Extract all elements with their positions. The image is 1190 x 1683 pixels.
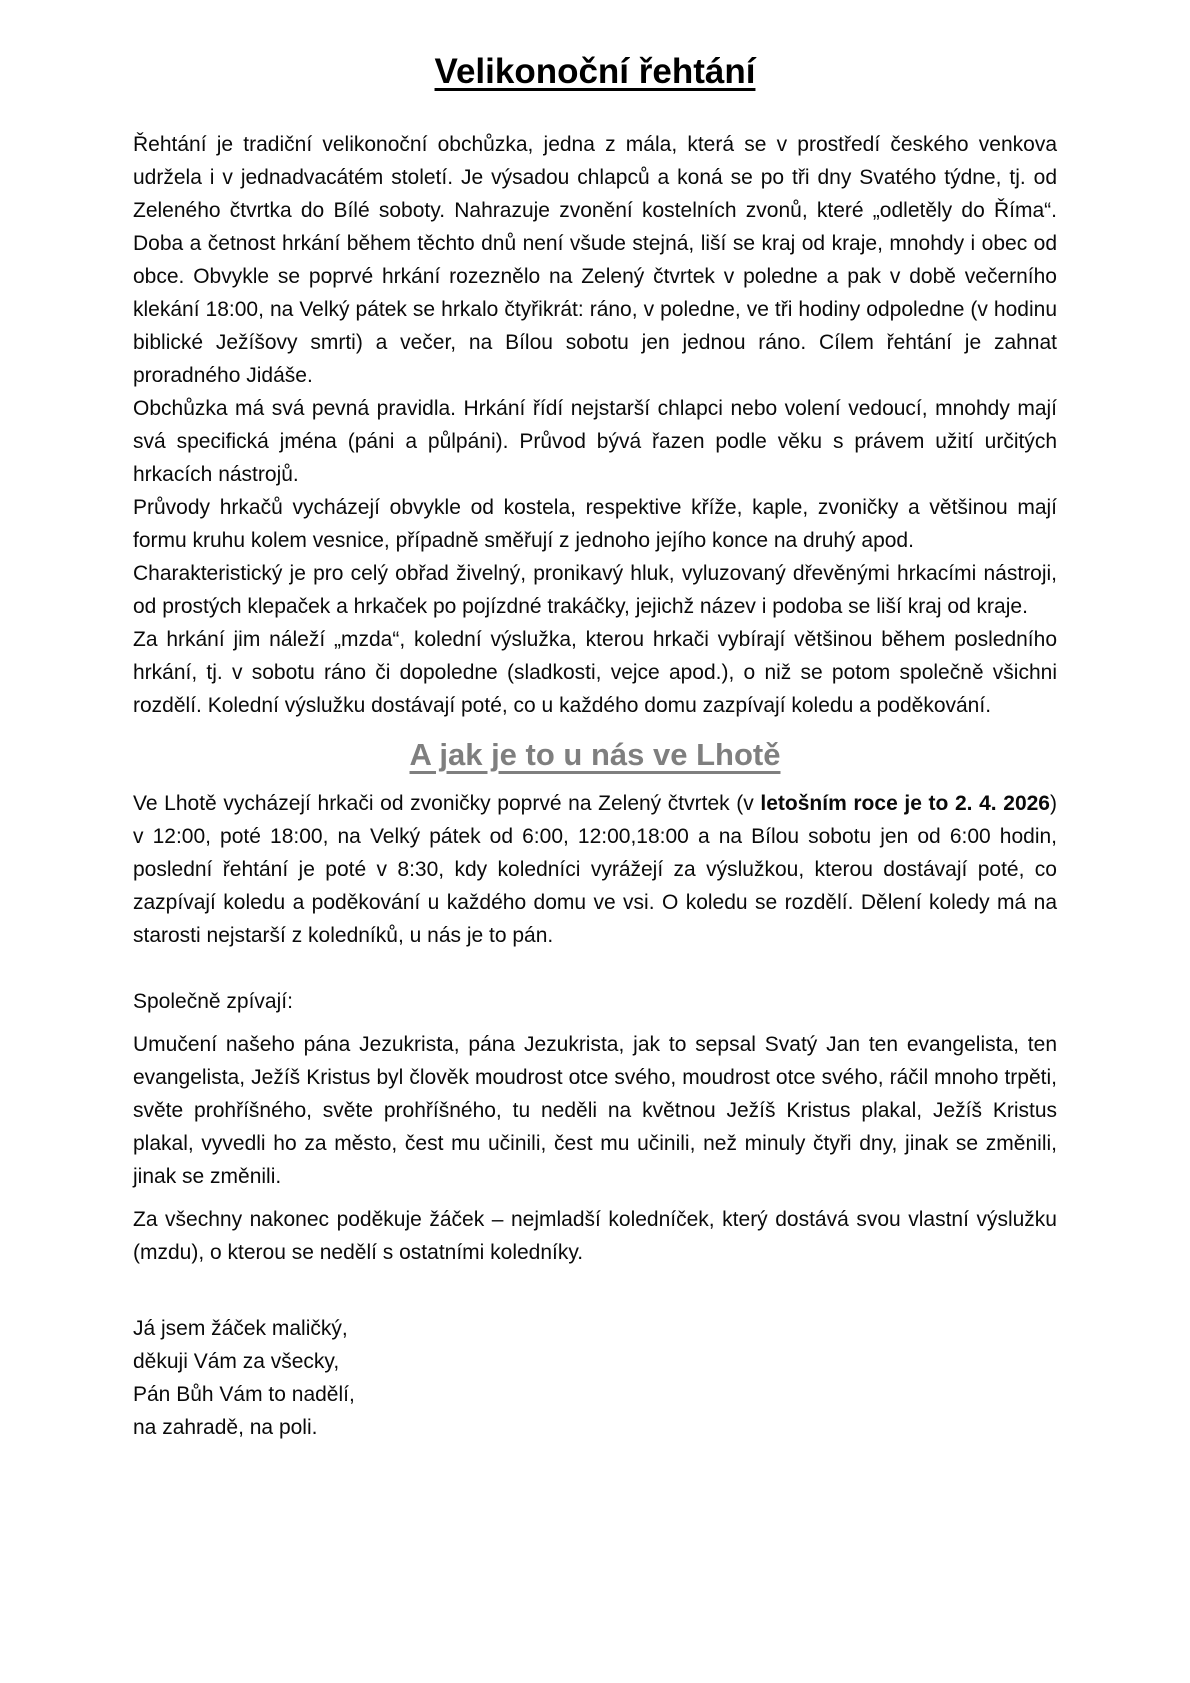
verse-line-2: děkuji Vám za všecky, [133,1349,340,1373]
verse-line-3: Pán Bůh Vám to nadělí, [133,1382,355,1406]
intro-paragraph-4: Charakteristický je pro celý obřad živelný, pronikavý hluk, vyluzovaný dřevěnými hrkacími nástroji, od prostých klepaček a hrkaček po pojízdné trakáčky, jejichž název i podoba se liší kraj od kraje. [133,561,1057,618]
page-title-text: Velikonoční řehtání [434,52,756,91]
verse-line-1: Já jsem žáček maličký, [133,1316,348,1340]
verse-line-4: na zahradě, na poli. [133,1415,318,1439]
verse-block [133,1312,1057,1444]
blank-line [133,952,1057,985]
lhota-paragraph-after-bold: ) v 12:00, poté 18:00, na Velký pátek od 6:00, 12:00,18:00 a na Bílou sobotu jen od 6:00 hodin, poslední řehtání je poté v 8:30, kdy koledníci vyrážejí za výslužkou, kterou dostávají poté, co zazpívají koledu a poděkování u každého domu ve vsi. O koledu se rozdělí. Dělení koledy má na starosti nejstarší z koledníků, u nás je to pán. [133,791,1057,947]
sing-label: Společně zpívají: [133,989,293,1013]
song-paragraph-1: Umučení našeho pána Jezukrista, pána Jezukrista, jak to sepsal Svatý Jan ten evangelista, ten evangelista, Ježíš Kristus byl člověk moudrost otce svého, moudrost otce svého, ráčil mnoho trpěti, světe prohříšného, světe prohříšného, tu neděli na květnou Ježíš Kristus plakal, Ježíš Kristus plakal, vyvedli ho za město, čest mu učinili, čest mu učinili, než minuly čtyři dny, jinak se změnili, jinak se změnili. [133,1032,1057,1188]
lhota-paragraph [133,787,1057,952]
song-paragraph-2: Za všechny nakonec poděkuje žáček – nejmladší koledníček, který dostává svou vlastní výslužku (mzdu), o kterou se nedělí s ostatními koledníky. [133,1207,1057,1264]
lhota-paragraph-before-bold: Ve Lhotě vycházejí hrkači od zvoničky poprvé na Zelený čtvrtek (v [133,791,761,815]
blank-line [133,1279,1057,1312]
section-heading-text: A jak je to u nás ve Lhotě [409,736,781,772]
section-heading [133,736,1057,775]
intro-paragraph-2: Obchůzka má svá pevná pravidla. Hrkání řídí nejstarší chlapci nebo volení vedoucí, mnohdy mají svá specifická jména (páni a půlpáni). Průvod bývá řazen podle věku s právem užití určitých hrkacích nástrojů. [133,396,1057,486]
intro-paragraph-1: Řehtání je tradiční velikonoční obchůzka, jedna z mála, která se v prostředí českého venkova udržela i v jednadvacátém století. Je výsadou chlapců a koná se po tři dny Svatého týdne, tj. od Zeleného čtvrtka do Bílé soboty. Nahrazuje zvonění kostelních zvonů, které „odletěly do Říma“. Doba a četnost hrkání během těchto dnů není všude stejná, liší se kraj od kraje, mnohdy i obec od obce. Obvykle se poprvé hrkání rozeznělo na Zelený čtvrtek v poledne a pak v době večerního klekání 18:00, na Velký pátek se hrkalo čtyřikrát: ráno, v poledne, ve tři hodiny odpoledne (v hodinu biblické Ježíšovy smrti) a večer, na Bílou sobotu jen jednou ráno. Cílem řehtání je zahnat proradného Jidáše. [133,132,1057,387]
intro-paragraph-3: Průvody hrkačů vycházejí obvykle od kostela, respektive kříže, kaple, zvoničky a většinou mají formu kruhu kolem vesnice, případně směřují z jednoho jejího konce na druhý apod. [133,495,1057,552]
intro-paragraph-5: Za hrkání jim náleží „mzda“, kolední výslužka, kterou hrkači vybírají většinou během posledního hrkání, tj. v sobotu ráno či dopoledne (sladkosti, vejce apod.), o niž se potom společně všichni rozdělí. Kolední výslužku dostávají poté, co u každého domu zazpívají koledu a poděkování. [133,627,1057,717]
lhota-paragraph-bold-date: letošním roce je to 2. 4. 2026 [760,791,1050,815]
page-title [133,50,1057,94]
